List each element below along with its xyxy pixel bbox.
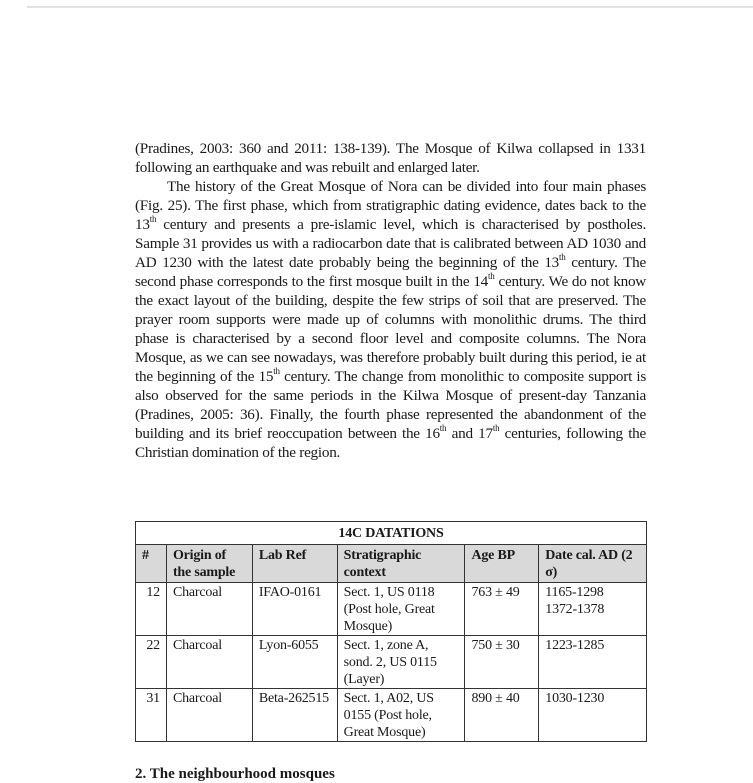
cell-lab: Lyon-6055 [252, 636, 337, 689]
cell-num: 12 [136, 583, 167, 636]
cell-origin: Charcoal [166, 583, 252, 636]
top-rule [27, 6, 753, 8]
paragraph-2: The history of the Great Mosque of Nora can be divided into four main phases (Fig. 25). The first phase, which from stratigraphic dating evidence, dates back to the 13th century and presents a pre-islamic level, which is characterised by postholes. Sample 31 provides us with a radiocarbon date that is calibrated between AD 1030 and AD 1230 with the latest date probably being the beginning of the 13th century. The second phase corresponds to the first mosque built in the 14th century. We do not know the exact layout of the building, despite the few strips of soil that are preserved. The prayer room supports were made up of columns with monolithic drums. The third phase is characterised by a second floor level and composite columns. The Nora Mosque, as we can see nowadays, was therefore probably built during this period, ie at the beginning of the 15th century. The change from monolithic to composite support is also observed for the same periods in the Kilwa Mosque of present-day Tanzania (Pradines, 2005: 36). Finally, the fourth phase represented the abandonment of the building and its brief reoccupation between the 16th and 17th centuries, following the Christian domination of the region. [135, 178, 647, 461]
header-num: # [136, 545, 167, 583]
cell-age: 890 ± 40 [465, 689, 539, 742]
cell-strat: Sect. 1, US 0118 (Post hole, Great Mosque) [337, 583, 465, 636]
cell-strat: Sect. 1, A02, US 0155 (Post hole, Great Mosque) [337, 689, 465, 742]
section-heading: 2. The neighbourhood mosques [135, 766, 335, 782]
header-age: Age BP [465, 545, 539, 583]
table-caption: 14C DATATIONS [136, 522, 647, 545]
cell-origin: Charcoal [166, 636, 252, 689]
cell-num: 31 [136, 689, 167, 742]
header-lab: Lab Ref [252, 545, 337, 583]
cell-lab: Beta-262515 [252, 689, 337, 742]
cell-date: 1223-1285 [539, 636, 647, 689]
datations-table [135, 521, 647, 742]
paragraph-1: (Pradines, 2003: 360 and 2011: 138-139). The Mosque of Kilwa collapsed in 1331 following an earthquake and was rebuilt and enlarged later. [135, 140, 646, 176]
cell-date: 1165-1298 1372-1378 [539, 583, 647, 636]
cell-age: 763 ± 49 [465, 583, 539, 636]
cell-num: 22 [136, 636, 167, 689]
table-row [136, 583, 647, 636]
table-row [136, 636, 647, 689]
table-header-row [136, 545, 647, 583]
header-strat: Stratigraphic context [337, 545, 465, 583]
cell-origin: Charcoal [166, 689, 252, 742]
body-text [135, 139, 646, 462]
cell-lab: IFAO-0161 [252, 583, 337, 636]
header-date: Date cal. AD (2 σ) [539, 545, 647, 583]
cell-date: 1030-1230 [539, 689, 647, 742]
table-row [136, 689, 647, 742]
header-origin: Origin of the sample [166, 545, 252, 583]
cell-age: 750 ± 30 [465, 636, 539, 689]
cell-strat: Sect. 1, zone A, sond. 2, US 0115 (Layer) [337, 636, 465, 689]
